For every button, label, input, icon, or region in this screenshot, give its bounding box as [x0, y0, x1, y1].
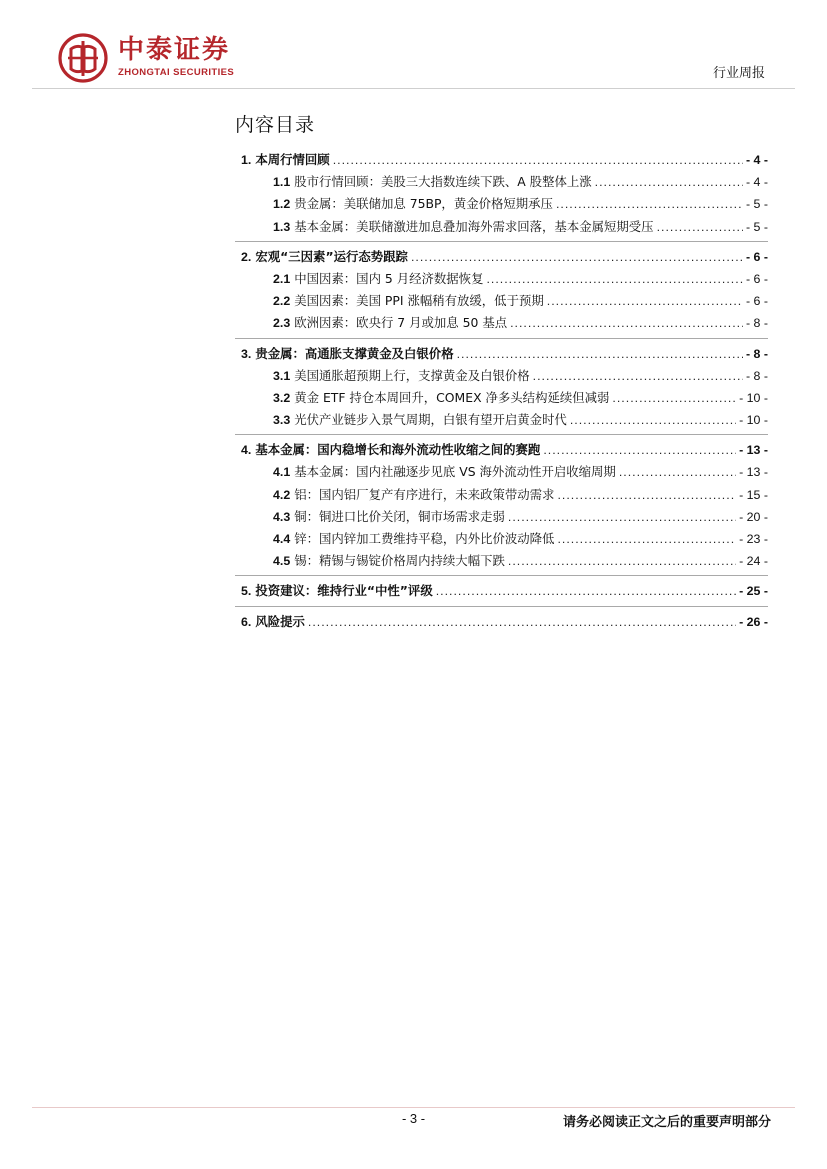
toc-entry-page: - 24 - [739, 554, 768, 569]
toc-entry-page: - 5 - [745, 219, 768, 234]
toc-entry-title: 锡：精锡与锡锭价格周内持续大幅下跌 [294, 553, 505, 569]
toc-entry-number: 2.3 [273, 316, 291, 331]
page-number: - 3 - [401, 1111, 426, 1126]
toc-subsection-entry[interactable] [235, 290, 768, 312]
toc-entry-number: 4.2 [273, 487, 291, 502]
toc-entry-page: - 5 - [745, 197, 768, 212]
toc-entry-title: 股市行情回顾：美股三大指数连续下跌、A 股整体上涨 [294, 174, 592, 190]
toc-section-entry[interactable] [235, 611, 768, 633]
toc-dot-leader [543, 439, 736, 461]
toc-entry-page: - 13 - [739, 465, 768, 480]
toc-section-group [235, 435, 768, 576]
toc-section-group [235, 607, 768, 636]
toc-entry-title: 基本金属：国内社融逐步见底 VS 海外流动性开启收缩周期 [294, 464, 616, 480]
toc-subsection-entry[interactable] [235, 216, 768, 238]
toc-dot-leader [308, 611, 736, 633]
toc-section-entry[interactable] [235, 246, 768, 268]
toc-entry-title: 铝：国内铝厂复产有序进行，未来政策带动需求 [294, 486, 555, 502]
toc-section-group [235, 339, 768, 436]
toc-subsection-entry[interactable] [235, 171, 768, 193]
toc-entry-page: - 6 - [745, 249, 768, 264]
toc-entry-title: 本周行情回顾 [255, 152, 330, 167]
toc-entry-title: 宏观“三因素”运行态势跟踪 [255, 248, 408, 264]
toc-entry-number: 4.1 [273, 465, 291, 480]
toc-entry-page: - 15 - [739, 487, 768, 502]
report-type-label: 行业周报 [712, 66, 765, 81]
toc-entry-number: 5. [241, 584, 252, 599]
toc-entry-page: - 6 - [745, 294, 768, 309]
toc-entry-title: 光伏产业链步入景气周期，白银有望开启黄金时代 [294, 412, 567, 428]
toc-section-group [235, 576, 768, 606]
toc-entry-title: 贵金属：美联储加息 75BP，黄金价格短期承压 [294, 196, 553, 212]
toc-subsection-entry[interactable] [235, 506, 768, 528]
company-logo [58, 33, 258, 83]
toc-section-entry[interactable] [235, 439, 768, 461]
toc-subsection-entry[interactable] [235, 268, 768, 290]
toc-entry-number: 4.5 [273, 554, 291, 569]
toc-entry-title: 基本金属：国内稳增长和海外流动性收缩之间的赛跑 [255, 442, 541, 458]
toc-entry-page: - 23 - [739, 532, 768, 546]
toc-dot-leader [333, 149, 743, 171]
toc-entry-number: 3.1 [273, 368, 291, 383]
toc-entry-number: 1.1 [273, 175, 291, 190]
toc-entry-title: 基本金属：美联储激进加息叠加海外需求回落，基本金属短期受压 [294, 218, 654, 234]
toc-entry-number: 3. [241, 346, 252, 361]
toc-subsection-entry[interactable] [235, 387, 768, 409]
toc-entry-title: 投资建议：维持行业“中性”评级 [255, 583, 433, 599]
toc-title: 内容目录 [235, 114, 316, 136]
toc-dot-leader [595, 171, 743, 193]
toc-entry-page: - 8 - [745, 368, 768, 383]
toc-entry-number: 1.3 [273, 219, 291, 234]
toc-entry-number: 2.2 [273, 294, 291, 309]
toc-dot-leader [510, 312, 743, 334]
toc-entry-page: - 26 - [739, 614, 768, 629]
toc-dot-leader [570, 409, 736, 431]
toc-dot-leader [457, 343, 743, 365]
toc-entry-number: 1. [241, 153, 252, 167]
toc-entry-title: 锌：国内锌加工费维持平稳，内外比价波动降低 [294, 531, 555, 546]
toc-dot-leader [436, 580, 736, 602]
toc-entry-title: 铜：铜进口比价关闭，铜市场需求走弱 [294, 508, 505, 524]
footer-disclaimer: 请务必阅读正文之后的重要声明部分 [562, 1115, 771, 1130]
toc-section-entry[interactable] [235, 149, 768, 171]
toc-dot-leader [508, 506, 736, 528]
toc-dot-leader [557, 528, 736, 550]
toc-subsection-entry[interactable] [235, 484, 768, 506]
toc-dot-leader [619, 461, 736, 483]
toc-entry-page: - 20 - [739, 509, 768, 524]
toc-entry-title: 欧洲因素：欧央行 7 月或加息 50 基点 [294, 315, 508, 331]
table-of-contents [235, 145, 768, 636]
toc-entry-page: - 6 - [745, 271, 768, 286]
logo-english-name: ZHONGTAI SECURITIES [118, 67, 235, 78]
toc-entry-number: 4. [241, 443, 252, 458]
toc-entry-number: 4.3 [273, 509, 291, 524]
logo-chinese-name: 中泰证券 [118, 35, 231, 65]
toc-dot-leader [657, 216, 743, 238]
toc-entry-number: 6. [241, 614, 252, 629]
toc-dot-leader [508, 550, 736, 572]
toc-entry-number: 4.4 [273, 532, 291, 546]
toc-section-group [235, 242, 768, 339]
toc-entry-page: - 10 - [739, 390, 768, 405]
toc-entry-page: - 4 - [745, 175, 768, 190]
toc-subsection-entry[interactable] [235, 528, 768, 550]
toc-entry-number: 1.2 [273, 197, 291, 212]
toc-entry-page: - 8 - [745, 346, 768, 361]
toc-entry-page: - 4 - [745, 153, 768, 167]
toc-dot-leader [411, 246, 743, 268]
toc-entry-title: 黄金 ETF 持仓本周回升，COMEX 净多头结构延续但减弱 [294, 389, 610, 405]
footer-divider [32, 1107, 795, 1108]
toc-subsection-entry[interactable] [235, 365, 768, 387]
toc-entry-page: - 10 - [739, 413, 768, 428]
toc-entry-title: 风险提示 [255, 613, 305, 629]
toc-entry-number: 2.1 [273, 271, 291, 286]
toc-entry-page: - 8 - [745, 316, 768, 331]
toc-entry-title: 中国因素：国内 5 月经济数据恢复 [294, 270, 484, 286]
toc-subsection-entry[interactable] [235, 550, 768, 572]
toc-dot-leader [556, 193, 743, 215]
toc-subsection-entry[interactable] [235, 193, 768, 215]
toc-subsection-entry[interactable] [235, 461, 768, 483]
header-divider [32, 88, 795, 89]
toc-entry-page: - 13 - [739, 443, 768, 458]
toc-subsection-entry[interactable] [235, 409, 768, 431]
toc-dot-leader [612, 387, 736, 409]
toc-dot-leader [547, 290, 743, 312]
toc-entry-number: 3.2 [273, 390, 291, 405]
toc-entry-number: 2. [241, 249, 252, 264]
toc-entry-page: - 25 - [739, 584, 768, 599]
toc-entry-title: 贵金属：高通胀支撑黄金及白银价格 [255, 345, 454, 361]
toc-entry-number: 3.3 [273, 413, 291, 428]
toc-section-group [235, 145, 768, 242]
toc-section-entry[interactable] [235, 343, 768, 365]
toc-entry-title: 美国因素：美国 PPI 涨幅稍有放缓，低于预期 [294, 293, 544, 309]
toc-subsection-entry[interactable] [235, 312, 768, 334]
toc-dot-leader [557, 484, 736, 506]
toc-entry-title: 美国通胀超预期上行，支撑黄金及白银价格 [294, 367, 530, 383]
toc-dot-leader [533, 365, 743, 387]
toc-dot-leader [486, 268, 743, 290]
zhongtai-logo-icon [58, 33, 108, 83]
toc-section-entry[interactable] [235, 580, 768, 602]
